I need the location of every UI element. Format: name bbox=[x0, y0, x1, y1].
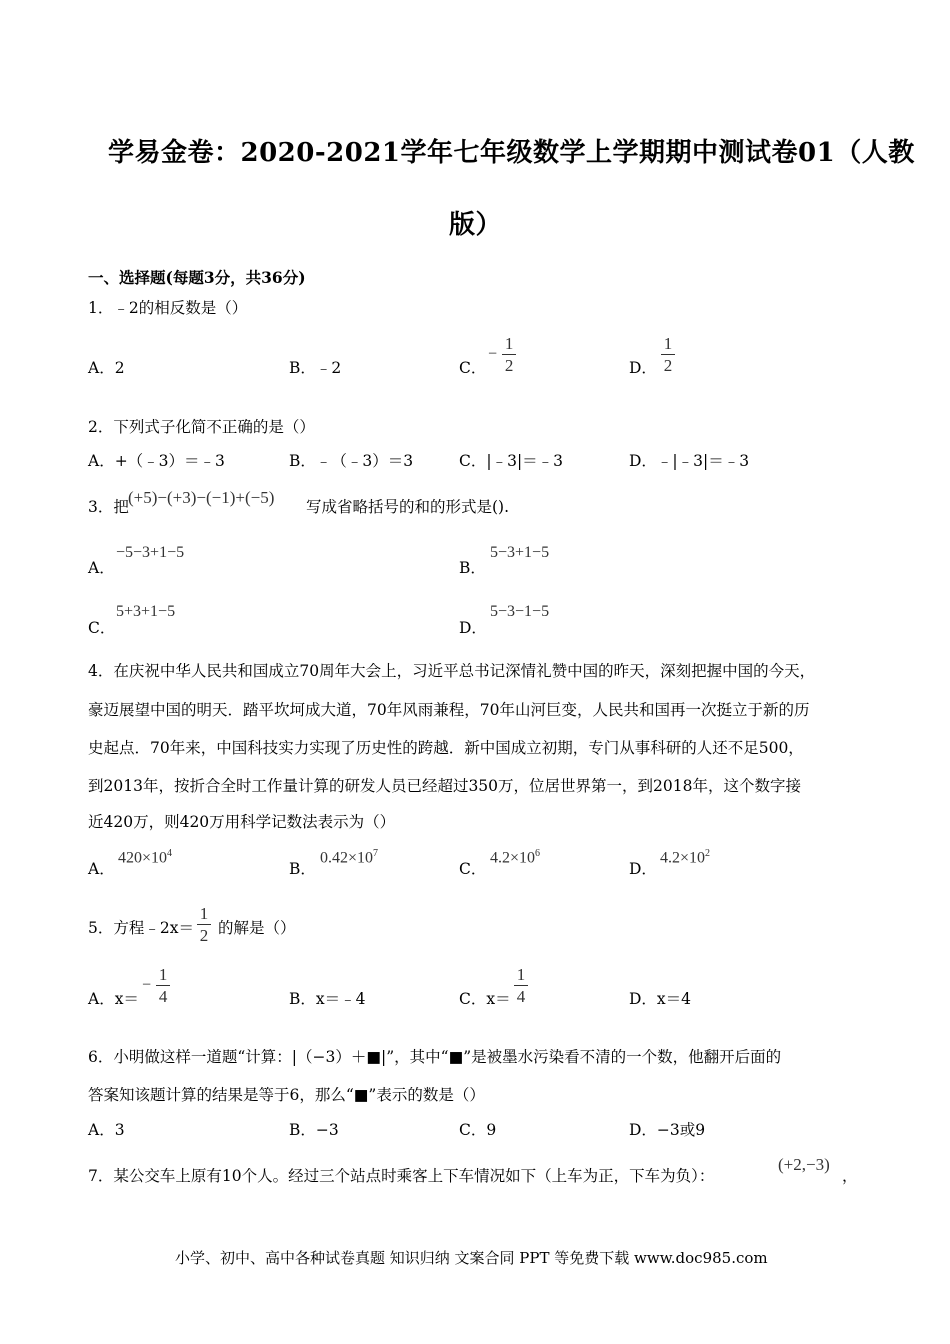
q3-option-a-label: A． bbox=[88, 559, 115, 577]
q3-option-b-expr: 5−3+1−5 bbox=[490, 544, 550, 561]
q4-option-d-label: D． bbox=[629, 860, 657, 878]
q5-option-b: B．x＝﹣4 bbox=[289, 990, 366, 1008]
section-heading: 一、选择题(每题3分，共36分) bbox=[88, 268, 306, 287]
q6-option-a: A．3 bbox=[88, 1121, 125, 1139]
numerator: 1 bbox=[158, 965, 168, 984]
q4-option-b-label: B． bbox=[289, 860, 316, 878]
denominator: 2 bbox=[199, 926, 209, 945]
q6-line-2: 答案知该题计算的结果是等于6，那么“■”表示的数是（） bbox=[88, 1086, 485, 1104]
q5-option-a-label: A．x＝ bbox=[88, 990, 139, 1008]
minus-sign: − bbox=[142, 976, 152, 994]
q2-option-c: C．|﹣3|＝﹣3 bbox=[459, 452, 564, 470]
q3-option-d-label: D． bbox=[459, 619, 487, 637]
q5-stem-fraction bbox=[197, 904, 211, 945]
q1-option-d-value bbox=[661, 334, 675, 375]
q3-expression: (+5)−(+3)−(−1)+(−5) bbox=[128, 488, 275, 507]
q2-stem: 2．下列式子化简不正确的是（） bbox=[88, 418, 315, 436]
q4-option-a-label: A． bbox=[88, 860, 115, 878]
q3-stem-suffix: 写成省略括号的和的形式是(). bbox=[306, 498, 510, 516]
fraction bbox=[514, 965, 528, 1006]
q7-expression: (+2,−3) bbox=[778, 1155, 830, 1174]
q3-stem-prefix: 3．把 bbox=[88, 498, 129, 516]
q1-option-c-value bbox=[488, 334, 516, 375]
page-title-line1: 学易金卷：2020-2021学年七年级数学上学期期中测试卷01（人教 bbox=[108, 138, 915, 168]
q5-option-a-value bbox=[142, 965, 170, 1006]
q1-option-b: B．﹣2 bbox=[289, 359, 342, 377]
q5-stem-prefix: 5．方程﹣2x＝ bbox=[88, 919, 194, 937]
fraction bbox=[197, 904, 211, 945]
q1-option-c-label: C． bbox=[459, 359, 487, 377]
q3-option-b-label: B． bbox=[459, 559, 486, 577]
q4-line-5: 近420万，则420万用科学记数法表示为（） bbox=[88, 813, 396, 831]
q6-line-1: 6．小明做这样一道题“计算：|（−3）＋■|”，其中“■”是被墨水污染看不清的一个数，他翻开后面的 bbox=[88, 1048, 782, 1066]
q3-option-c-expr: 5+3+1−5 bbox=[116, 603, 176, 620]
q4-option-c-expr: $4.2\times 10^6$ bbox=[490, 848, 541, 867]
q5-stem-suffix: 的解是（） bbox=[218, 919, 296, 937]
q1-option-a: A．2 bbox=[88, 359, 125, 377]
q5-option-c-label: C．x＝ bbox=[459, 990, 511, 1008]
denominator: 2 bbox=[504, 356, 514, 375]
numerator: 1 bbox=[504, 334, 514, 353]
q5-option-d: D．x＝4 bbox=[629, 990, 692, 1008]
denominator: 2 bbox=[663, 356, 673, 375]
minus-sign: − bbox=[488, 345, 498, 363]
q4-line-4: 到2013年，按折合全时工作量计算的研发人员已经超过350万，位居世界第一，到2018年，这个数字接 bbox=[88, 777, 801, 795]
page-title-line2: 版） bbox=[449, 210, 503, 240]
q6-option-d: D．−3或9 bbox=[629, 1121, 706, 1139]
fraction bbox=[661, 334, 675, 375]
fraction bbox=[156, 965, 170, 1006]
q7-tail: ， bbox=[842, 1167, 858, 1185]
q1-option-d-label: D． bbox=[629, 359, 657, 377]
denominator: 4 bbox=[516, 987, 526, 1006]
q2-option-d: D．﹣|﹣3|＝﹣3 bbox=[629, 452, 750, 470]
fraction bbox=[502, 334, 516, 375]
q4-option-a-expr: $420\times 10^4$ bbox=[118, 848, 173, 867]
q3-option-a-expr: −5−3+1−5 bbox=[116, 544, 185, 561]
q7-text: 7．某公交车上原有10个人。经过三个站点时乘客上下车情况如下（上车为正，下车为负）： bbox=[88, 1167, 715, 1185]
q2-option-a: A．+（﹣3）＝﹣3 bbox=[88, 452, 225, 470]
q3-option-d-expr: 5−3−1−5 bbox=[490, 603, 550, 620]
q5-option-c-value bbox=[514, 965, 528, 1006]
q4-line-2: 豪迈展望中国的明天．踏平坎坷成大道，70年风雨兼程，70年山河巨变，人民共和国再一次挺立于新的历 bbox=[88, 701, 810, 719]
q3-option-c-label: C． bbox=[88, 619, 116, 637]
numerator: 1 bbox=[199, 904, 209, 923]
q4-line-3: 史起点．70年来，中国科技实力实现了历史性的跨越．新中国成立初期，专门从事科研的人还不足500， bbox=[88, 739, 804, 757]
q1-stem: 1．﹣2的相反数是（） bbox=[88, 299, 248, 317]
q6-option-c: C．9 bbox=[459, 1121, 497, 1139]
q4-option-c-label: C． bbox=[459, 860, 487, 878]
q6-option-b: B．−3 bbox=[289, 1121, 339, 1139]
q4-option-b-expr: $0.42\times 10^7$ bbox=[320, 848, 379, 867]
numerator: 1 bbox=[516, 965, 526, 984]
q4-line-1: 4．在庆祝中华人民共和国成立70周年大会上，习近平总书记深情礼赞中国的昨天，深刻把握中国的今天， bbox=[88, 662, 816, 680]
denominator: 4 bbox=[158, 987, 168, 1006]
footer-text: 小学、初中、高中各种试卷真题 知识归纳 文案合同 PPT 等免费下载 www.doc985.com bbox=[175, 1249, 768, 1267]
q2-option-b: B．﹣（﹣3）＝3 bbox=[289, 452, 414, 470]
numerator: 1 bbox=[663, 334, 673, 353]
q4-option-d-expr: $4.2\times 10^2$ bbox=[660, 848, 711, 867]
